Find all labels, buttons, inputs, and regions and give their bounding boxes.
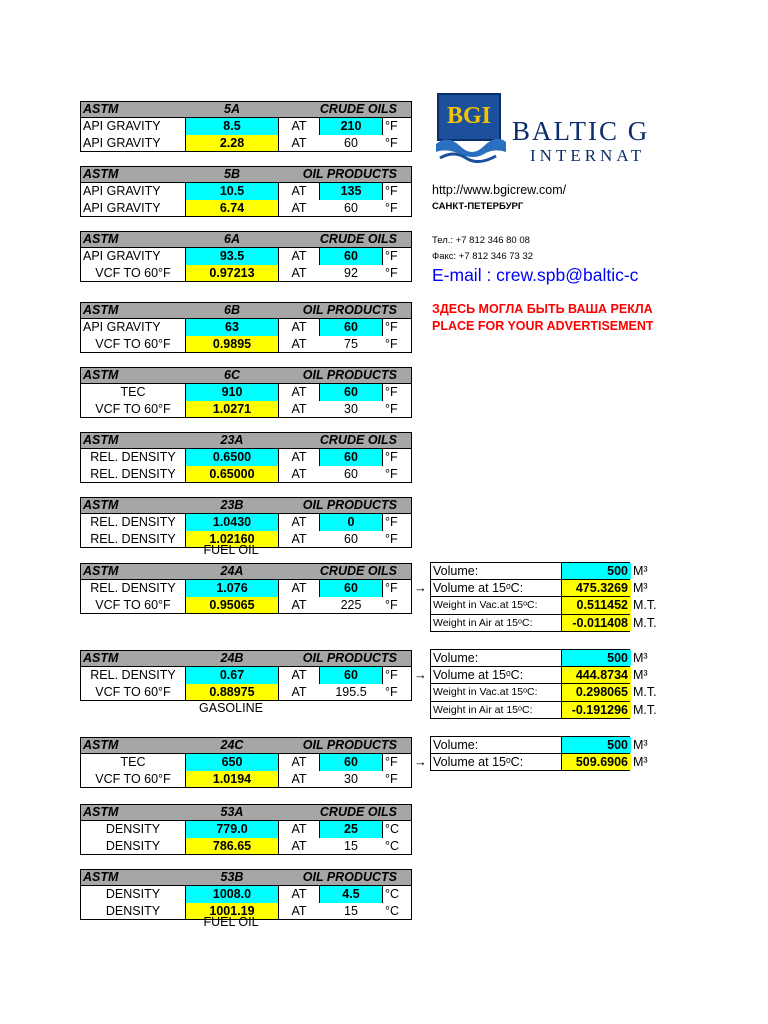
temperature-cell: 30 xyxy=(344,771,358,786)
bgi-logo xyxy=(436,92,506,169)
temperature-cell[interactable]: 135 xyxy=(319,183,383,200)
row-label: API GRAVITY xyxy=(83,320,161,335)
volume-result: 0.511452 xyxy=(561,597,631,614)
row-label: DENSITY xyxy=(105,903,161,918)
at-label: AT xyxy=(291,755,307,770)
arrow-right-icon: → xyxy=(414,580,427,595)
volume-row-label: Weight in Vac.at 15ᵒC: xyxy=(433,686,538,699)
temperature-cell[interactable]: 60 xyxy=(319,667,383,684)
temperature-cell: 60 xyxy=(344,200,358,215)
table-row xyxy=(80,319,412,336)
volume-unit: M³ xyxy=(633,563,648,578)
astm-label: ASTM xyxy=(83,368,119,383)
arrow-right-icon: → xyxy=(414,667,427,682)
unit-label: °C xyxy=(385,887,400,902)
astm-table xyxy=(80,737,412,788)
value-cell[interactable]: 1008.0 xyxy=(185,886,279,903)
volume-unit: M³ xyxy=(633,580,648,595)
volume-input[interactable]: 500 xyxy=(561,563,631,579)
table-code: 24B xyxy=(220,651,244,666)
table-code: 23A xyxy=(220,433,244,448)
city-label: САНКТ-ПЕТЕРБУРГ xyxy=(432,201,524,212)
temperature-cell: 15 xyxy=(344,838,358,853)
table-header xyxy=(80,166,412,183)
astm-label: ASTM xyxy=(83,102,119,117)
value-cell[interactable]: 779.0 xyxy=(185,821,279,838)
volume-input[interactable]: 500 xyxy=(561,650,631,666)
volume-row-label: Volume: xyxy=(433,563,479,578)
table-row xyxy=(80,514,412,531)
volume-unit: M.T. xyxy=(633,685,657,700)
table-header xyxy=(80,650,412,667)
volume-row-label: Weight in Air at 15ᵒC: xyxy=(433,703,533,716)
email-link[interactable]: E-mail : crew.spb@baltic-c xyxy=(432,265,639,285)
temperature-cell[interactable]: 60 xyxy=(319,754,383,771)
volume-result: 475.3269 xyxy=(561,580,631,597)
astm-table xyxy=(80,869,412,920)
row-label: REL. DENSITY xyxy=(90,531,176,546)
value-cell: 1001.19 xyxy=(185,903,279,919)
unit-label: °C xyxy=(385,903,400,918)
row-label: REL. DENSITY xyxy=(90,581,176,596)
temperature-cell: 60 xyxy=(344,135,358,150)
astm-label: ASTM xyxy=(83,303,119,318)
table-row xyxy=(80,771,412,788)
volume-row-label: Volume at 15ᵒC: xyxy=(433,580,524,595)
volume-unit: M.T. xyxy=(633,702,657,717)
product-type: CRUDE OILS xyxy=(319,232,397,247)
product-type: CRUDE OILS xyxy=(319,564,397,579)
volume-result: 444.8734 xyxy=(561,667,631,684)
product-type: OIL PRODUCTS xyxy=(302,368,397,383)
temperature-cell: 15 xyxy=(344,903,358,918)
astm-label: ASTM xyxy=(83,564,119,579)
volume-unit: M.T. xyxy=(633,615,657,630)
astm-table xyxy=(80,367,412,418)
volume-row-label: Weight in Vac.at 15ᵒC: xyxy=(433,599,538,612)
astm-label: ASTM xyxy=(83,870,119,885)
table-header xyxy=(80,101,412,118)
astm-label: ASTM xyxy=(83,232,119,247)
astm-table xyxy=(80,650,412,701)
unit-label: °F xyxy=(385,515,398,530)
row-label: TEC xyxy=(120,385,146,400)
unit-label: °F xyxy=(385,119,398,134)
unit-label: °F xyxy=(385,755,398,770)
at-label: AT xyxy=(291,838,307,853)
at-label: AT xyxy=(291,249,307,264)
table-code: 53A xyxy=(220,805,244,820)
temperature-cell[interactable]: 60 xyxy=(319,248,383,265)
logo-letters: BGI xyxy=(447,103,492,129)
unit-label: °F xyxy=(385,200,398,215)
company-name-line1: BALTIC G xyxy=(512,116,650,146)
volume-result: 509.6906 xyxy=(561,754,631,771)
arrow-right-icon: → xyxy=(414,754,427,769)
table-row xyxy=(80,248,412,265)
table-row xyxy=(80,200,412,217)
temperature-cell[interactable]: 4.5 xyxy=(319,886,383,903)
volume-result: -0.191296 xyxy=(561,702,631,719)
temperature-cell: 92 xyxy=(344,265,358,280)
table-code: 24A xyxy=(220,564,244,579)
table-row xyxy=(80,754,412,771)
row-label: VCF TO 60°F xyxy=(95,336,171,351)
at-label: AT xyxy=(291,822,307,837)
at-label: AT xyxy=(291,597,307,612)
at-label: AT xyxy=(291,401,307,416)
row-label: VCF TO 60°F xyxy=(95,771,171,786)
at-label: AT xyxy=(291,450,307,465)
at-label: AT xyxy=(291,466,307,481)
unit-label: °F xyxy=(385,771,398,786)
unit-label: °F xyxy=(385,265,398,280)
astm-table xyxy=(80,231,412,282)
value-cell: 0.65000 xyxy=(185,466,279,482)
at-label: AT xyxy=(291,119,307,134)
at-label: AT xyxy=(291,903,307,918)
table-row xyxy=(80,886,412,903)
table-row xyxy=(80,597,412,614)
table-header xyxy=(80,737,412,754)
volume-row xyxy=(430,667,648,685)
astm-label: ASTM xyxy=(83,651,119,666)
temperature-cell[interactable]: 60 xyxy=(319,449,383,466)
temperature-cell[interactable]: 60 xyxy=(319,384,383,401)
volume-table xyxy=(430,649,657,719)
product-type: OIL PRODUCTS xyxy=(302,738,397,753)
value-cell: 2.28 xyxy=(185,135,279,151)
volume-result: 0.298065 xyxy=(561,684,631,701)
volume-table xyxy=(430,736,648,771)
row-label: API GRAVITY xyxy=(83,184,161,199)
table-row xyxy=(80,466,412,483)
at-label: AT xyxy=(291,581,307,596)
unit-label: °C xyxy=(385,838,400,853)
volume-row-label: Volume: xyxy=(433,650,479,665)
value-cell: 1.02160 xyxy=(185,531,279,547)
product-type: CRUDE OILS xyxy=(319,805,397,820)
value-cell: 1.0271 xyxy=(185,401,279,417)
volume-row xyxy=(430,736,648,754)
at-label: AT xyxy=(291,320,307,335)
astm-label: ASTM xyxy=(83,805,119,820)
volume-row xyxy=(430,702,657,720)
table-row xyxy=(80,401,412,418)
volume-unit: M.T. xyxy=(633,598,657,613)
unit-label: °F xyxy=(385,184,398,199)
volume-row xyxy=(430,580,648,598)
unit-label: °C xyxy=(385,822,400,837)
volume-unit: M³ xyxy=(633,667,648,682)
table-row xyxy=(80,838,412,855)
unit-label: °F xyxy=(385,466,398,481)
table-code: 6C xyxy=(224,368,240,383)
value-cell[interactable]: 910 xyxy=(185,384,279,401)
row-label: API GRAVITY xyxy=(83,200,161,215)
volume-row xyxy=(430,754,648,772)
row-label: DENSITY xyxy=(105,838,161,853)
table-code: 6A xyxy=(224,232,240,247)
astm-label: ASTM xyxy=(83,738,119,753)
row-label: VCF TO 60°F xyxy=(95,401,171,416)
value-cell[interactable]: 93.5 xyxy=(185,248,279,265)
astm-table xyxy=(80,497,412,548)
product-type: OIL PRODUCTS xyxy=(302,167,397,182)
table-row xyxy=(80,580,412,597)
volume-unit: M³ xyxy=(633,650,648,665)
product-type: OIL PRODUCTS xyxy=(302,870,397,885)
row-label: TEC xyxy=(120,755,146,770)
at-label: AT xyxy=(291,887,307,902)
company-name-line2: INTERNAT xyxy=(530,146,646,165)
at-label: AT xyxy=(291,515,307,530)
value-cell: 0.95065 xyxy=(185,597,279,613)
at-label: AT xyxy=(291,531,307,546)
volume-row xyxy=(430,562,648,580)
temperature-cell: 195.5 xyxy=(335,684,367,699)
table-row xyxy=(80,183,412,200)
table-header xyxy=(80,231,412,248)
unit-label: °F xyxy=(385,684,398,699)
table-row xyxy=(80,821,412,838)
table-row xyxy=(80,684,412,701)
table-row xyxy=(80,118,412,135)
value-cell: 0.97213 xyxy=(185,265,279,281)
temperature-cell: 225 xyxy=(340,597,362,612)
unit-label: °F xyxy=(385,531,398,546)
table-header xyxy=(80,367,412,384)
website-link[interactable]: http://www.bgicrew.com/ xyxy=(432,183,567,197)
unit-label: °F xyxy=(385,450,398,465)
volume-unit: M³ xyxy=(633,754,648,769)
astm-table xyxy=(80,166,412,217)
row-label: API GRAVITY xyxy=(83,135,161,150)
table-code: 5A xyxy=(224,102,240,117)
fuel-type-note: FUEL OIL xyxy=(203,915,259,929)
unit-label: °F xyxy=(385,249,398,264)
table-header xyxy=(80,563,412,580)
product-type: CRUDE OILS xyxy=(319,433,397,448)
astm-table xyxy=(80,101,412,152)
table-row xyxy=(80,265,412,282)
temperature-cell[interactable]: 25 xyxy=(319,821,383,838)
unit-label: °F xyxy=(385,336,398,351)
value-cell[interactable]: 8.5 xyxy=(185,118,279,135)
table-row xyxy=(80,667,412,684)
volume-row-label: Volume: xyxy=(433,737,479,752)
unit-label: °F xyxy=(385,597,398,612)
volume-row-label: Volume at 15ᵒC: xyxy=(433,667,524,682)
table-code: 5B xyxy=(224,167,240,182)
at-label: AT xyxy=(291,684,307,699)
row-label: REL. DENSITY xyxy=(90,515,176,530)
volume-row xyxy=(430,649,648,667)
temperature-cell[interactable]: 60 xyxy=(319,580,383,597)
astm-table xyxy=(80,432,412,483)
table-header xyxy=(80,432,412,449)
at-label: AT xyxy=(291,184,307,199)
value-cell: 0.88975 xyxy=(185,684,279,700)
table-code: 24C xyxy=(220,738,244,753)
at-label: AT xyxy=(291,265,307,280)
volume-input[interactable]: 500 xyxy=(561,737,631,753)
astm-label: ASTM xyxy=(83,167,119,182)
volume-row xyxy=(430,597,657,615)
table-row xyxy=(80,135,412,152)
table-header xyxy=(80,869,412,886)
at-label: AT xyxy=(291,668,307,683)
value-cell[interactable]: 650 xyxy=(185,754,279,771)
fuel-type-note: GASOLINE xyxy=(199,701,263,715)
at-label: AT xyxy=(291,336,307,351)
volume-table xyxy=(430,562,657,632)
astm-table xyxy=(80,563,412,614)
temperature-cell: 60 xyxy=(344,466,358,481)
table-header xyxy=(80,497,412,514)
value-cell[interactable]: 1.076 xyxy=(185,580,279,597)
volume-row xyxy=(430,684,657,702)
volume-row-label: Weight in Air at 15ᵒC: xyxy=(433,616,533,629)
unit-label: °F xyxy=(385,668,398,683)
temperature-cell[interactable]: 60 xyxy=(319,319,383,336)
row-label: VCF TO 60°F xyxy=(95,597,171,612)
row-label: VCF TO 60°F xyxy=(95,684,171,699)
advert-ru: ЗДЕСЬ МОГЛА БЫТЬ ВАША РЕКЛА xyxy=(432,302,653,316)
volume-row xyxy=(430,615,657,633)
fuel-type-note: FUEL OIL xyxy=(203,543,259,557)
unit-label: °F xyxy=(385,581,398,596)
table-row xyxy=(80,384,412,401)
astm-label: ASTM xyxy=(83,433,119,448)
row-label: DENSITY xyxy=(105,887,161,902)
at-label: AT xyxy=(291,135,307,150)
value-cell: 786.65 xyxy=(185,838,279,854)
row-label: API GRAVITY xyxy=(83,249,161,264)
at-label: AT xyxy=(291,385,307,400)
table-code: 53B xyxy=(220,870,244,885)
table-code: 23B xyxy=(220,498,244,513)
row-label: REL. DENSITY xyxy=(90,450,176,465)
value-cell: 0.9895 xyxy=(185,336,279,352)
value-cell: 6.74 xyxy=(185,200,279,216)
phone-label: Тел.: +7 812 346 80 08 xyxy=(432,235,530,246)
value-cell[interactable]: 63 xyxy=(185,319,279,336)
product-type: OIL PRODUCTS xyxy=(302,303,397,318)
volume-result: -0.011408 xyxy=(561,615,631,632)
table-code: 6B xyxy=(224,303,240,318)
fax-label: Факс: +7 812 346 73 32 xyxy=(432,251,534,262)
volume-row-label: Volume at 15ᵒC: xyxy=(433,754,524,769)
value-cell: 1.0194 xyxy=(185,771,279,787)
temperature-cell: 75 xyxy=(344,336,358,351)
row-label: API GRAVITY xyxy=(83,119,161,134)
temperature-cell[interactable]: 210 xyxy=(319,118,383,135)
temperature-cell: 60 xyxy=(344,531,358,546)
value-cell[interactable]: 10.5 xyxy=(185,183,279,200)
unit-label: °F xyxy=(385,135,398,150)
astm-label: ASTM xyxy=(83,498,119,513)
row-label: DENSITY xyxy=(105,822,161,837)
row-label: REL. DENSITY xyxy=(90,668,176,683)
product-type: CRUDE OILS xyxy=(319,102,397,117)
astm-table xyxy=(80,302,412,353)
value-cell[interactable]: 0.6500 xyxy=(185,449,279,466)
at-label: AT xyxy=(291,200,307,215)
table-row xyxy=(80,449,412,466)
temperature-cell: 30 xyxy=(344,401,358,416)
product-type: OIL PRODUCTS xyxy=(302,651,397,666)
unit-label: °F xyxy=(385,385,398,400)
product-type: OIL PRODUCTS xyxy=(302,498,397,513)
volume-unit: M³ xyxy=(633,737,648,752)
astm-table xyxy=(80,804,412,855)
row-label: REL. DENSITY xyxy=(90,466,176,481)
unit-label: °F xyxy=(385,320,398,335)
temperature-cell[interactable]: 0 xyxy=(319,514,383,531)
table-row xyxy=(80,336,412,353)
row-label: VCF TO 60°F xyxy=(95,265,171,280)
table-header xyxy=(80,804,412,821)
at-label: AT xyxy=(291,771,307,786)
value-cell[interactable]: 0.67 xyxy=(185,667,279,684)
unit-label: °F xyxy=(385,401,398,416)
advert-en: PLACE FOR YOUR ADVERTISEMENT xyxy=(432,319,654,333)
table-header xyxy=(80,302,412,319)
value-cell[interactable]: 1.0430 xyxy=(185,514,279,531)
